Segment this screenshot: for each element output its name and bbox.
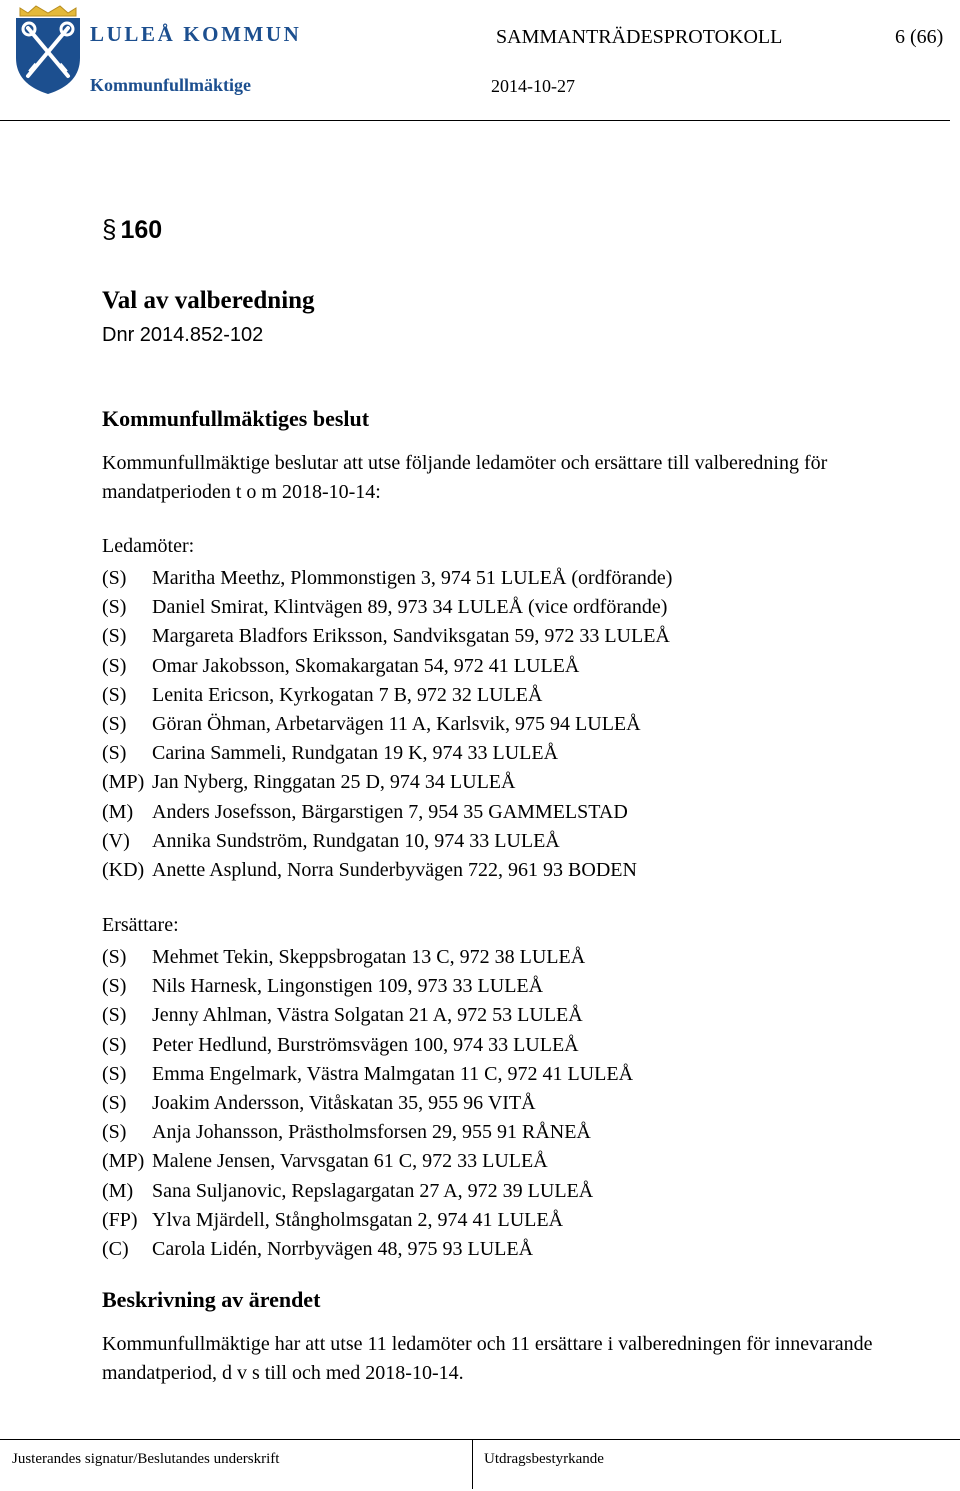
list-item [102, 593, 862, 622]
member-details: Maritha Meethz, Plommonstigen 3, 974 51 LULEÅ (ordförande) [152, 567, 673, 589]
member-details: Anders Josefsson, Bärgarstigen 7, 954 35 GAMMELSTAD [152, 800, 628, 823]
list-item [102, 652, 862, 681]
diarienummer: Dnr 2014.852-102 [102, 324, 264, 346]
footer-divider [0, 1439, 960, 1440]
member-details: Nils Harnesk, Lingonstigen 109, 973 33 LULEÅ [152, 975, 544, 998]
beslut-text: Kommunfullmäktige beslutar att utse följande ledamöter och ersättare till valberedning för mandatperioden t o m 2018-10-14: [102, 452, 828, 503]
org-name: LULEÅ KOMMUN [90, 22, 302, 46]
member-details: Annika Sundström, Rundgatan 10, 974 33 LULEÅ [152, 829, 560, 852]
member-details: Ylva Mjärdell, Stångholmsgatan 2, 974 41 LULEÅ [152, 1208, 564, 1231]
footer-column-divider [472, 1439, 473, 1489]
list-item [102, 827, 862, 856]
list-item [102, 943, 862, 972]
member-details: Sana Suljanovic, Repslagargatan 27 A, 972 39 LULEÅ [152, 1179, 594, 1202]
list-item [102, 856, 862, 885]
list-item [102, 798, 862, 827]
document-date: 2014-10-27 [491, 76, 575, 96]
member-details: Anette Asplund, Norra Sunderbyvägen 722, 961 93 BODEN [152, 858, 637, 881]
extract-certification-label: Utdragsbestyrkande [484, 1451, 604, 1467]
party-code: (MP) [102, 1150, 145, 1173]
ersattare-list [102, 943, 862, 1264]
member-details: Mehmet Tekin, Skeppsbrogatan 13 C, 972 38 LULEÅ [152, 946, 586, 968]
party-code: (M) [102, 1179, 134, 1202]
member-details: Carina Sammeli, Rundgatan 19 K, 974 33 LULEÅ [152, 742, 559, 765]
party-code: (S) [102, 1062, 127, 1085]
member-details: Peter Hedlund, Burströmsvägen 100, 974 33 LULEÅ [152, 1033, 579, 1056]
member-details: Anja Johansson, Prästholmsforsen 29, 955 91 RÅNEÅ [152, 1121, 591, 1144]
party-code: (S) [102, 1033, 127, 1056]
header-divider [0, 120, 950, 121]
list-item [102, 1089, 862, 1118]
list-item [102, 564, 862, 593]
party-code: (S) [102, 742, 127, 765]
list-item [102, 739, 862, 768]
party-code: (S) [102, 683, 127, 706]
member-details: Jan Nyberg, Ringgatan 25 D, 974 34 LULEÅ [152, 771, 516, 794]
party-code: (S) [102, 567, 127, 589]
party-code: (FP) [102, 1208, 138, 1231]
party-code: (S) [102, 712, 127, 735]
org-subtitle: Kommunfullmäktige [90, 75, 252, 95]
member-details: Malene Jensen, Varvsgatan 61 C, 972 33 LULEÅ [152, 1150, 548, 1173]
list-item [102, 1147, 862, 1176]
beslut-heading: Kommunfullmäktiges beslut [102, 406, 370, 431]
page-title: Val av valberedning [102, 287, 315, 314]
section-symbol: § [102, 214, 117, 244]
party-code: (S) [102, 596, 127, 619]
member-details: Daniel Smirat, Klintvägen 89, 973 34 LULEÅ (vice ordförande) [152, 596, 668, 619]
party-code: (KD) [102, 858, 145, 881]
page-number: 6 (66) [895, 26, 944, 48]
party-code: (MP) [102, 771, 145, 794]
party-code: (S) [102, 946, 127, 968]
member-details: Jenny Ahlman, Västra Solgatan 21 A, 972 53 LULEÅ [152, 1004, 583, 1027]
member-details: Carola Lidén, Norrbyvägen 48, 975 93 LULEÅ [152, 1237, 534, 1260]
member-details: Lenita Ericson, Kyrkogatan 7 B, 972 32 LULEÅ [152, 683, 543, 706]
party-code: (S) [102, 1091, 127, 1114]
party-code: (S) [102, 625, 127, 648]
list-item [102, 710, 862, 739]
member-details: Göran Öhman, Arbetarvägen 11 A, Karlsvik, 975 94 LULEÅ [152, 712, 641, 735]
party-code: (V) [102, 829, 130, 852]
beskrivning-text: Kommunfullmäktige har att utse 11 ledamöter och 11 ersättare i valberedningen för innevarande mandatperiod, d v s till och med 2018-10-14. [102, 1333, 873, 1384]
ledamoter-list [102, 564, 862, 885]
list-item [102, 768, 862, 797]
list-item [102, 681, 862, 710]
party-code: (S) [102, 975, 127, 998]
beskrivning-heading: Beskrivning av ärendet [102, 1287, 321, 1312]
document-type: SAMMANTRÄDESPROTOKOLL [496, 26, 783, 48]
list-item [102, 972, 862, 1001]
party-code: (S) [102, 1121, 127, 1144]
ledamoter-label: Ledamöter: [102, 535, 195, 557]
member-details: Joakim Andersson, Vitåskatan 35, 955 96 VITÅ [152, 1091, 536, 1114]
party-code: (S) [102, 654, 127, 677]
signature-field-label: Justerandes signatur/Beslutandes underskrift [12, 1451, 280, 1467]
party-code: (C) [102, 1237, 129, 1260]
list-item [102, 1177, 862, 1206]
list-item [102, 1206, 862, 1235]
lulea-coat-of-arms-icon [12, 4, 84, 96]
section-number-value: 160 [120, 216, 163, 244]
member-details: Emma Engelmark, Västra Malmgatan 11 C, 972 41 LULEÅ [152, 1062, 634, 1085]
member-details: Omar Jakobsson, Skomakargatan 54, 972 41 LULEÅ [152, 654, 580, 677]
list-item [102, 622, 862, 651]
ersattare-label: Ersättare: [102, 914, 179, 936]
list-item [102, 1118, 862, 1147]
list-item [102, 1060, 862, 1089]
list-item [102, 1001, 862, 1030]
list-item [102, 1031, 862, 1060]
section-number [102, 214, 162, 245]
party-code: (M) [102, 800, 134, 823]
member-details: Margareta Bladfors Eriksson, Sandviksgatan 59, 972 33 LULEÅ [152, 625, 670, 648]
party-code: (S) [102, 1004, 127, 1027]
list-item [102, 1235, 862, 1264]
